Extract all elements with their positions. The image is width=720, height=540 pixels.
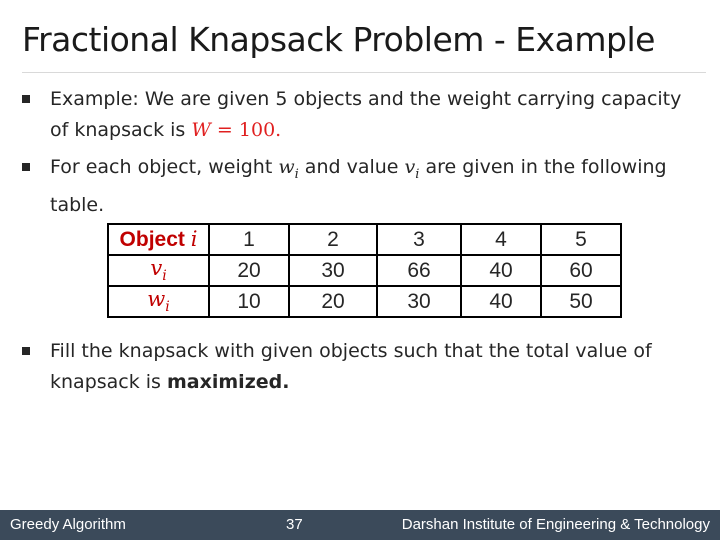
value-variable: v (404, 156, 416, 178)
object-cell: 5 (541, 224, 621, 255)
weight-subscript: i (294, 166, 299, 182)
capacity-value: = 100. (210, 119, 282, 141)
object-cell: 2 (289, 224, 377, 255)
weight-cell: 50 (541, 286, 621, 317)
bullet-text (50, 84, 700, 146)
value-row-variable: v (150, 256, 163, 281)
bullet-line-prefix: of knapsack is (50, 119, 192, 141)
objects-table (107, 223, 622, 318)
weight-variable: w (278, 156, 295, 178)
bullet-square-icon (22, 163, 30, 171)
bullet-line-prefix: knapsack is (50, 371, 167, 393)
bullet-text (50, 336, 700, 398)
bullet-line-suffix: are given in the following (419, 156, 667, 178)
slide-footer (0, 510, 720, 540)
weight-cell: 20 (289, 286, 377, 317)
row-label-weight (108, 286, 209, 317)
value-cell: 20 (209, 255, 289, 286)
object-cell: 4 (461, 224, 541, 255)
row-label-value (108, 255, 209, 286)
page-number: 37 (286, 516, 303, 533)
footer-topic: Greedy Algorithm (10, 516, 126, 533)
header-label: Object (119, 228, 191, 251)
object-cell: 3 (377, 224, 461, 255)
capacity-variable: W (191, 119, 211, 141)
table-header-cell (108, 224, 209, 255)
weight-row-variable: w (147, 287, 166, 312)
weight-cell: 40 (461, 286, 541, 317)
value-subscript: i (415, 166, 420, 182)
header-variable: i (190, 227, 198, 251)
weight-cell: 30 (377, 286, 461, 317)
bullet-square-icon (22, 347, 30, 355)
bullet-text (50, 152, 700, 221)
bullet-line: table. (50, 193, 105, 216)
value-cell: 30 (289, 255, 377, 286)
bullet-line-prefix: For each object, weight (50, 156, 279, 178)
footer-institute: Darshan Institute of Engineering & Technology (401, 516, 710, 533)
value-cell: 60 (541, 255, 621, 286)
bullet-line: Fill the knapsack with given objects such that the total value of (50, 340, 652, 362)
weight-row-subscript: i (165, 299, 170, 316)
title-divider (22, 72, 706, 73)
slide-title: Fractional Knapsack Problem - Example (22, 20, 655, 59)
bullet-line-mid: and value (298, 156, 405, 178)
table-row-objects (108, 224, 621, 255)
object-cell: 1 (209, 224, 289, 255)
table-row-weights (108, 286, 621, 317)
table-row-values (108, 255, 621, 286)
maximized-emphasis: maximized. (167, 371, 290, 393)
bullet-line: Example: We are given 5 objects and the weight carrying capacity (50, 88, 682, 110)
value-cell: 66 (377, 255, 461, 286)
value-row-subscript: i (162, 268, 167, 285)
weight-cell: 10 (209, 286, 289, 317)
value-cell: 40 (461, 255, 541, 286)
bullet-square-icon (22, 95, 30, 103)
